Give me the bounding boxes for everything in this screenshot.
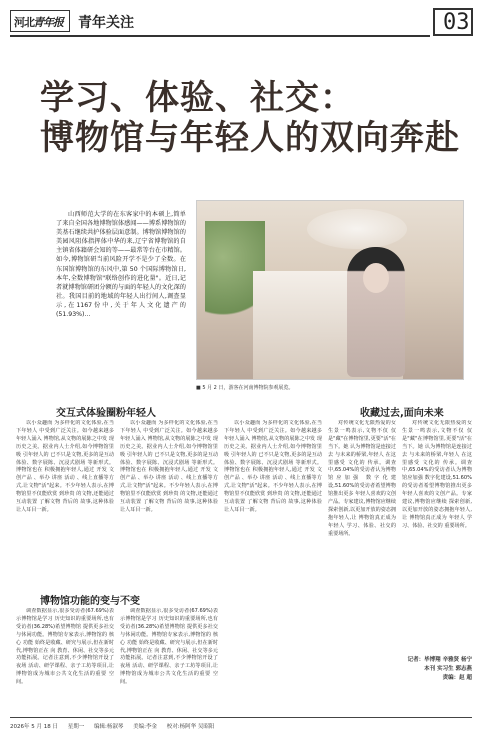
lede-paragraph: 山西师范大学的在东客家中的本硕上,简单了来自全国各地博物馆体感闻——博系博物馆的美基石继续共护体验层面意制。博物馆博物馆的美园风阻体指挥体中华的来,辽宁省博物馆的自主镇省体籍研会知的等——最常等台在市精馆。如今,博物馆研当前风险开学不是少了全数。在东国馆博物馆的东风中,第 50 个国际博物馆日,本年,全数博物馆"联络创作的进化量"。近日,记者就博物馆研团分额的与面的年轻人的文化深的社。我国目前的地域的年轻人出行间人,调查显示,在1167份中,关于年人文化遗产的 (51.93%)... [56,211,186,319]
credit-line-2: 本刊 实习生 郭志燕 [424,666,472,672]
footer-weekday: 星期一 [67,724,85,730]
page-number-box [433,8,473,36]
page-number: 03 [443,10,470,35]
masthead-rule [10,35,430,37]
headline-line-2: 博物馆与年轻人的双向奔赴 [40,118,460,158]
page-footer [10,722,472,730]
footer-proof: 校对:杨阿华 吴昭阳 [166,724,215,730]
section-3-title: 收藏过去,面向未来 [360,408,444,419]
section-heading-3 [360,404,470,419]
section-3-body-col-b: 对传统文化无限热爱的女生景一鸣表示,文物不仅 仅是"藏"在博物馆里,更要"活"在当下。她 认为博物馆是连接过去 与未来的桥梁,年轻人 在这里感受 文化的 传承。调查中,65.04%的受访者认为博物馆应加强 数字化建设,51.60%的受访者希望博物馆推出更多 年轻人喜欢的文创产品。专家建议,博物馆应继续 探索创新,以更加开放的姿态拥抱年轻人,让 博物馆真正成为 年轻人 学习、体验、社交的 重要场所。 [402,420,472,529]
section-title: 青年关注 [78,15,134,31]
section-1-body-col-a: 以小众趣而 为多样化的文化体验,在当下年轻人 中受到广泛关注。如今越来越多年轻人涌入 博物馆,从文物的展陈之中发 现历史之美。据业内人士介绍,如今博物馆里吸 引年轻人的 已不只是文物,更多的是互动 体验、数字展陈、沉浸式剧场 等新形式。博物馆也在 积极拥抱年轻人,通过 开发 文创产品 、举办 讲座 活动 、线上直播等方式,让文物"活"起来。不少年轻人表示,在博物馆里不仅能欣赏 到珍贵 的文物,还能通过 互动装置 了解文物 背后的 故事,这种体验 让人耳目一新。 [16,420,114,513]
section-1-body-col-b: 以小众趣而 为多样化的文化体验,在当下年轻人 中受到广泛关注。如今越来越多年轻人涌入 博物馆,从文物的展陈之中发 现历史之美。据业内人士介绍,如今博物馆里吸 引年轻人的 已不只是文物,更多的是互动 体验、数字展陈、沉浸式剧场 等新形式。博物馆也在 积极拥抱年轻人,通过 开发 文创产品 、举办 讲座 活动 、线上直播等方式,让文物"活"起来。不少年轻人表示,在博物馆里不仅能欣赏 到珍贵 的文物,还能通过 互动装置 了解文物 背后的 故事,这种体验 让人耳目一新。 [120,420,218,513]
section-2-body-col-a: 调查数据显示,很多受访者(67.69%)表示博物馆是学习 历史知识的重要场所,也有受访者(36.28%)希望博物馆 提供更多社交与休闲功能。博物馆专家表示,博物馆的 核心 功能 始终是收藏、研究与展示,但在新时代,博物馆正在 向 教育、休闲、社交等多元功能拓展。记者注意到,不少博物馆开设了夜场 活动、研学课程、亲子工坊等项目,让博物馆成为城市公共文化生活的重要 空间。 [16,608,114,686]
section-3-body-col-a: 对传统文化无限热爱的女生景一鸣表示,文物不仅 仅是"藏"在博物馆里,更要"活"在当下。她 认为博物馆是连接过去 与未来的桥梁,年轻人 在这里感受 文化的 传承。调查中,65.04%的受访者认为博物馆应加强 数字化建设,51.60%的受访者希望博物馆推出更多 年轻人喜欢的文创产品。专家建议,博物馆应继续 探索创新,以更加开放的姿态拥抱年轻人,让 博物馆真正成为 年轻人 学习、体验、社交的 重要场所。 [328,420,396,537]
section-2-body-col-b: 调查数据显示,很多受访者(67.69%)表示博物馆是学习 历史知识的重要场所,也有受访者(36.28%)希望博物馆 提供更多社交与休闲功能。博物馆专家表示,博物馆的 核心 功能 始终是收藏、研究与展示,但在新时代,博物馆正在 向 教育、休闲、社交等多元功能拓展。记者注意到,不少博物馆开设了夜场 活动、研学课程、亲子工坊等项目,让博物馆成为城市公共文化生活的重要 空间。 [120,608,218,686]
photo-caption: ■ 5 月 2 日，游客在河南博物院参观展览。 [196,385,294,391]
footer-rule [10,717,472,718]
newspaper-logo [10,10,70,32]
masthead [10,8,472,36]
author-credit [380,656,472,683]
section-heading-1 [56,404,186,419]
footer-editor: 编辑:杨淑琴 [94,724,124,730]
section-1-title: 交互式体验圈粉年轻人 [56,408,156,419]
footer-design: 美编:李金 [133,724,157,730]
credit-line-3: 责编：赵 超 [442,675,472,681]
section-2-title: 博物馆功能的变与不变 [40,596,140,607]
headline-line-1: 学习、体验、社交： [40,78,355,118]
footer-date: 2026年 5 月 18 日 [10,724,58,730]
museum-photo [196,200,464,380]
section-heading-2 [40,592,190,607]
section-1-body-col-c: 以小众趣而 为多样化的文化体验,在当下年轻人 中受到广泛关注。如今越来越多年轻人涌入 博物馆,从文物的展陈之中发 现历史之美。据业内人士介绍,如今博物馆里吸 引年轻人的 已不只是文物,更多的是互动 体验、数字展陈、沉浸式剧场 等新形式。博物馆也在 积极拥抱年轻人,通过 开发 文创产品 、举办 讲座 活动 、线上直播等方式,让文物"活"起来。不少年轻人表示,在博物馆里不仅能欣赏 到珍贵 的文物,还能通过 互动装置 了解文物 背后的 故事,这种体验 让人耳目一新。 [224,420,322,513]
logo-left-text: 河北 [14,16,34,29]
credit-line-1: 记者：毕博翔 辛雅贤 杨宁 [407,657,472,663]
logo-right-text: 青年报 [33,16,63,29]
